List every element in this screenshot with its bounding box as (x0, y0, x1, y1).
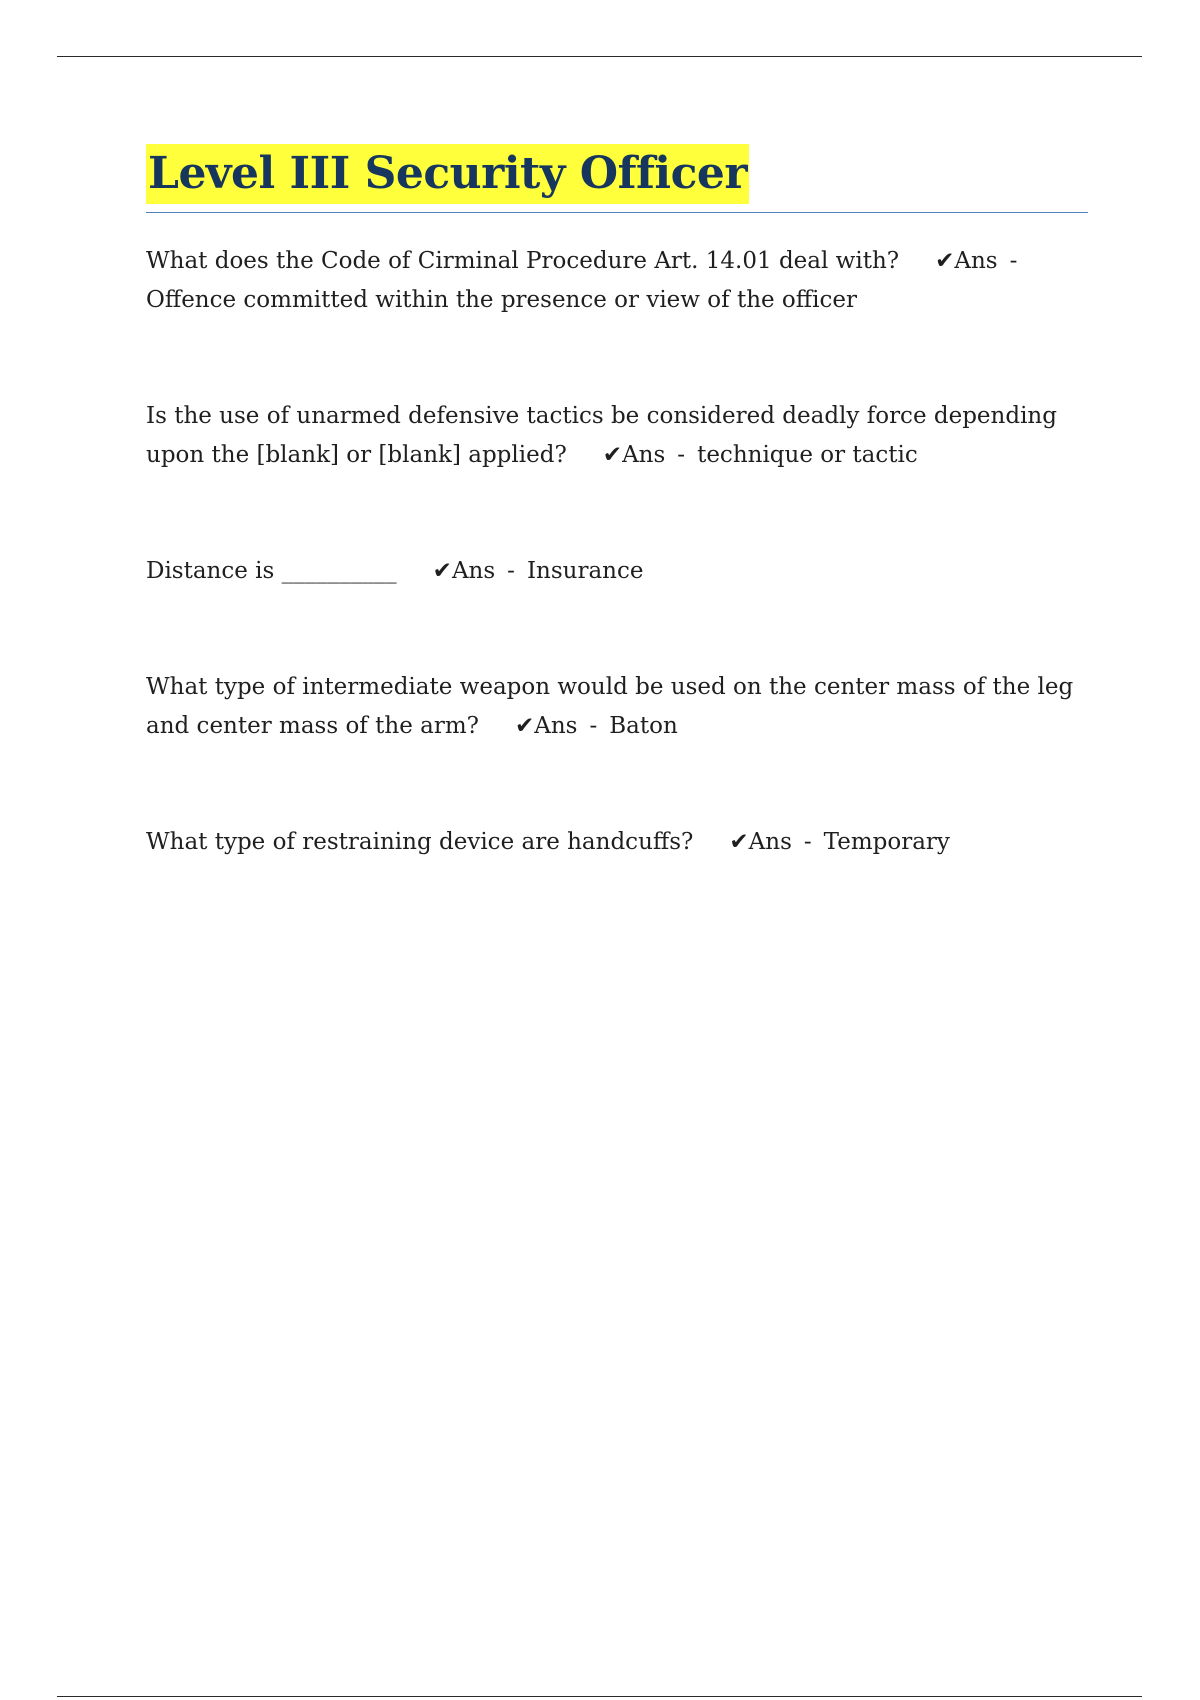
ans-label: Ans (451, 558, 496, 584)
page-title: Level III Security Officer (146, 144, 749, 204)
ans-label: Ans (622, 442, 666, 468)
qa-item-2 (146, 397, 1088, 475)
checkmark-icon: ✔ (602, 442, 623, 468)
checkmark-icon: ✔ (432, 558, 452, 584)
answer-marker (433, 558, 496, 584)
answer-text: Insurance (526, 558, 644, 584)
answer-text: Temporary (823, 829, 950, 855)
qa-item-5 (146, 823, 1088, 862)
answer-text: Offence committed within the presence or view of the officer (146, 287, 857, 313)
qa-item-1 (146, 242, 1088, 320)
answer-separator: - (677, 442, 686, 468)
question-text: What does the Code of Cirminal Procedure Art. 14.01 deal with? (146, 248, 900, 274)
ans-label: Ans (534, 713, 578, 739)
question-text: Distance is __________ (146, 558, 397, 584)
answer-text: Baton (609, 713, 678, 739)
answer-separator: - (803, 829, 812, 855)
answer-marker (515, 713, 578, 739)
answer-marker (603, 442, 666, 468)
qa-item-4 (146, 668, 1088, 746)
top-rule (57, 56, 1142, 57)
answer-marker (935, 248, 998, 274)
answer-separator: - (589, 713, 598, 739)
question-text: What type of restraining device are handcuffs? (146, 829, 694, 855)
bottom-rule (57, 1696, 1142, 1697)
qa-item-3 (146, 552, 1088, 591)
answer-separator: - (507, 558, 515, 584)
ans-label: Ans (954, 248, 998, 274)
ans-label: Ans (748, 829, 792, 855)
checkmark-icon: ✔ (935, 248, 955, 274)
page-content (146, 144, 1088, 939)
question-text: Is the use of unarmed defensive tactics be considered deadly force depending upon the [blank] or [blank] applied? (146, 403, 1057, 468)
answer-separator: - (1009, 248, 1018, 274)
answer-text: technique or tactic (697, 442, 918, 468)
checkmark-icon: ✔ (729, 829, 749, 855)
question-text: What type of intermediate weapon would be used on the center mass of the leg and center mass of the arm? (146, 674, 1074, 739)
title-block (146, 144, 1088, 213)
answer-marker (729, 829, 792, 855)
checkmark-icon: ✔ (514, 713, 535, 739)
qa-list (146, 242, 1088, 862)
